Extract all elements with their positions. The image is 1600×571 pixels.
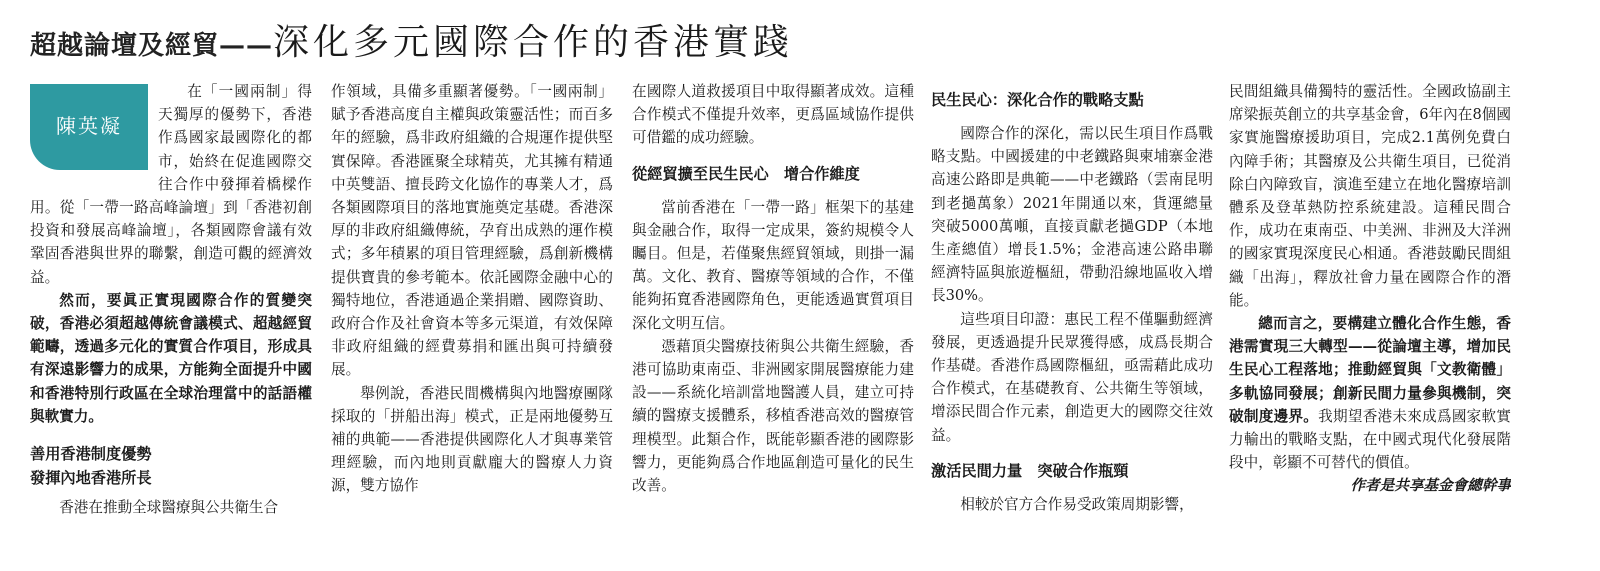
subheading-line: 發揮內地香港所長 (30, 469, 152, 488)
headline (30, 14, 793, 62)
subheading: 民生民心：深化合作的戰略支點 (931, 91, 1144, 109)
column-4 (931, 80, 1213, 565)
subheading: 從經貿擴至民生民心 增合作維度 (632, 164, 860, 183)
subheading (30, 442, 312, 490)
paragraph: 民間組織具備獨特的靈活性。全國政協副主席梁振英創立的共享基金會，6年內在8個國家實施醫療援助項目，完成2.1萬例免費白內障手術；其醫療及公共衛生項目，已從消除白內障致盲，演進至建立在地化醫療培訓體系及登革熱防控系統建設。這種民間合作，成功在東南亞、中美洲、非洲及大洋洲的國家實現深度民心相通。香港鼓勵民間組織「出海」，釋放社會力量在國際合作的潛能。 (1229, 83, 1511, 309)
conclusion-rest: 我期望香港未來成爲國家軟實力輸出的戰略支點，在中國式現代化發展階段中，彰顯不可替代的價值。 (1229, 407, 1511, 472)
column-1 (30, 80, 312, 565)
subheading-line: 善用香港制度優勢 (30, 445, 152, 464)
column-5 (1229, 80, 1511, 565)
paragraph: 在國際人道救援項目中取得顯著成效。這種合作模式不僅提升效率，更爲區域協作提供可借鑑的成功經驗。 (632, 83, 914, 147)
author-name: 陳英凝 (56, 114, 122, 139)
paragraph: 國際合作的深化，需以民生項目作爲戰略支點。中國援建的中老鐵路與柬埔寨金港高速公路即是典範——中老鐵路（雲南昆明到老撾萬象）2021年開通以來，貨運總量突破5000萬噸，直接貢獻老撾GDP（本地生產總值）增長1.5%；金港高速公路串聯經濟特區與旅遊樞紐，帶動沿線地區收入增長30%。 (931, 125, 1213, 305)
paragraph: 在「一國兩制」得天獨厚的優勢下，香港作爲國家最國際化的都市，始終在促進國際交往合作中發揮着橋樑作用。從「一帶一路高峰論壇」到「香港初創投資和發展高峰論壇」，各類國際會議有效鞏固香港與世界的聯繫，創造可觀的經濟效益。 (30, 83, 312, 286)
paragraph: 作領域，具備多重顯著優勢。「一國兩制」賦予香港高度自主權與政策靈活性；而百多年的經驗，爲非政府組織的合規運作提供堅實保障。香港匯聚全球精英，尤其擁有精通中英雙語、擅長跨文化協作的專業人才，爲各類國際項目的落地實施奠定基礎。香港深厚的非政府組織傳統，孕育出成熟的運作模式；多年積累的項目管理經驗，爲創新機構提供寶貴的參考範本。依託國際金融中心的獨特地位，香港通過企業捐贈、國際資助、政府合作及社會資本等多元渠道，有效保障非政府組織的經費募捐和匯出與可持續發展。 (331, 83, 613, 379)
paragraph-bold: 然而，要眞正實現國際合作的質變突破，香港必須超越傳統會議模式、超越經貿範疇，透過多元化的實質合作項目，形成具有深遠影響力的成果，方能夠全面提升中國和香港特別行政區在全球治理當中的話語權與軟實力。 (30, 291, 312, 425)
headline-title: 深化多元國際合作的香港實踐 (273, 22, 794, 63)
headline-kicker: 超越論壇及經貿—— (30, 31, 274, 61)
author-byline-box (30, 84, 148, 170)
conclusion-bold: 總而言之，要構建立體化合作生態，香港需實現三大轉型——從論壇主導，增加民生民心工程落地；推動經貿與「文教衛體」多軌協同發展；創新民間力量參與機制，突破制度邊界。 (1229, 315, 1511, 425)
author-signature: 作者是共享基金會總幹事 (1350, 477, 1511, 495)
column-3 (632, 80, 914, 565)
subheading: 激活民間力量 突破合作瓶頸 (931, 461, 1129, 480)
paragraph: 相較於官方合作易受政策周期影響， (960, 495, 1194, 513)
paragraph: 憑藉頂尖醫療技術與公共衛生經驗，香港可協助東南亞、非洲國家開展醫療能力建設——系統化培訓當地醫護人員，建立可持續的醫療支援體系，移植香港高效的醫療管理模型。此類合作，既能彰顯香港的國際影響力，更能夠爲合作地區創造可量化的民生改善。 (632, 337, 914, 495)
paragraph-conclusion (1229, 312, 1511, 474)
column-2 (331, 80, 613, 565)
paragraph: 這些項目印證：惠民工程不僅驅動經濟發展，更透過提升民眾獲得感，成爲長期合作基礎。香港作爲國際樞紐，亟需藉此成功合作模式，在基礎教育、公共衛生等領域，增添民間合作元素，創造更大的國際交往效益。 (931, 310, 1213, 444)
paragraph: 當前香港在「一帶一路」框架下的基建與金融合作，取得一定成果，簽約規模令人矚目。但是，若僅聚焦經貿領域，則掛一漏萬。文化、教育、醫療等領域的合作，不僅能夠拓寬香港國際角色，更能透過實質項目深化文明互信。 (632, 198, 914, 332)
paragraph: 香港在推動全球醫療與公共衛生合 (59, 499, 279, 517)
paragraph: 舉例說，香港民間機構與內地醫療團隊採取的「拼船出海」模式，正是兩地優勢互補的典範——香港提供國際化人才與專業管理經驗，而內地則貢獻龐大的醫療人力資源，雙方協作 (331, 384, 613, 495)
